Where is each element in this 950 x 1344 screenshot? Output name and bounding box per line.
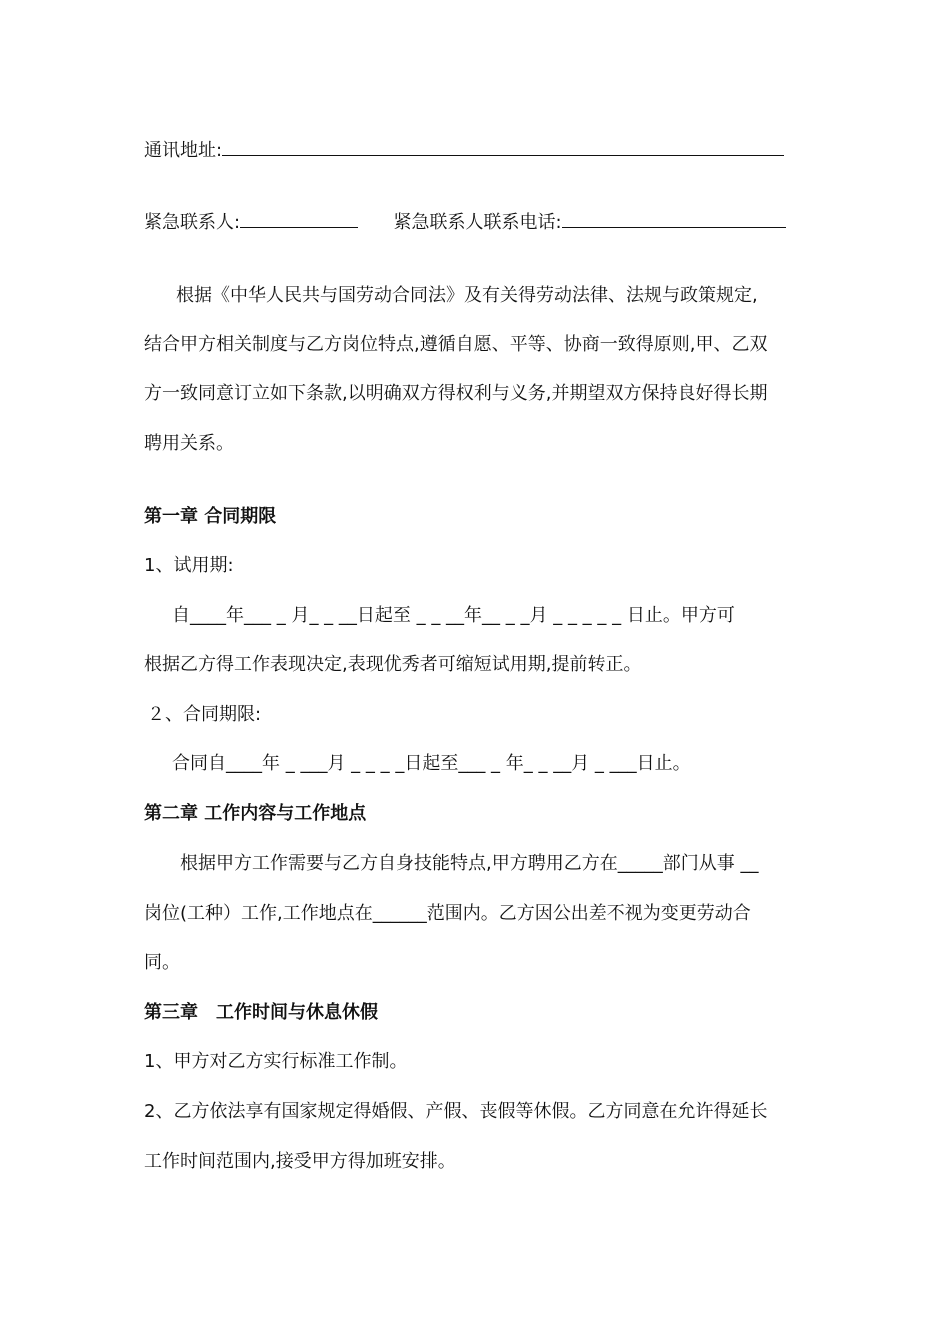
- emergency-phone-blank-line: [562, 211, 786, 228]
- emergency-phone-label: 紧急联系人联系电话:: [393, 212, 562, 233]
- preamble-line-2: 结合甲方相关制度与乙方岗位特点,遵循自愿、平等、协商一致得原则,甲、乙双: [144, 334, 768, 355]
- contract-term-dates-line: 合同自____年 _ ___月 _ _ _ _日起至___ _ 年_ _ __月 _ ___日止。: [172, 753, 691, 774]
- probation-label: 1、试用期:: [144, 555, 234, 576]
- preamble-line-3: 方一致同意订立如下条款,以明确双方得权利与义务,并期望双方保持良好得长期: [144, 383, 768, 404]
- contract-term-label: ２、合同期限:: [147, 704, 262, 725]
- probation-dates-line: 自____年___ _ 月_ _ __日起至 _ _ __年__ _ _月 _ _ _ _ _ 日止。甲方可: [172, 605, 735, 626]
- preamble-line-1: 根据《中华人民共与国劳动合同法》及有关得劳动法律、法规与政策规定,: [176, 285, 758, 306]
- chapter-3-item-2-line-1: 2、乙方依法享有国家规定得婚假、产假、丧假等休假。乙方同意在允许得延长: [144, 1101, 768, 1122]
- emergency-contact-row: [144, 211, 786, 235]
- chapter-3-item-1: 1、甲方对乙方实行标准工作制。: [144, 1051, 408, 1072]
- chapter-1-heading: 第一章 合同期限: [144, 506, 277, 527]
- chapter-2-line-2: 岗位(工种）工作,工作地点在______范围内。乙方因公出差不视为变更劳动合: [144, 903, 751, 924]
- address-label: 通讯地址:: [144, 140, 223, 161]
- probation-note-line: 根据乙方得工作表现决定,表现优秀者可缩短试用期,提前转正。: [144, 654, 642, 675]
- chapter-2-heading: 第二章 工作内容与工作地点: [144, 803, 367, 824]
- emergency-contact-blank-line: [240, 211, 358, 228]
- chapter-2-line-1: 根据甲方工作需要与乙方自身技能特点,甲方聘用乙方在_____部门从事 __: [180, 853, 759, 874]
- address-field: [144, 139, 784, 163]
- chapter-2-line-3: 同。: [144, 952, 180, 973]
- chapter-3-item-2-line-2: 工作时间范围内,接受甲方得加班安排。: [144, 1151, 456, 1172]
- preamble-line-4: 聘用关系。: [144, 433, 234, 454]
- chapter-3-heading: 第三章 工作时间与休息休假: [144, 1002, 378, 1023]
- emergency-contact-label: 紧急联系人:: [144, 212, 241, 233]
- address-blank-line: [222, 139, 784, 156]
